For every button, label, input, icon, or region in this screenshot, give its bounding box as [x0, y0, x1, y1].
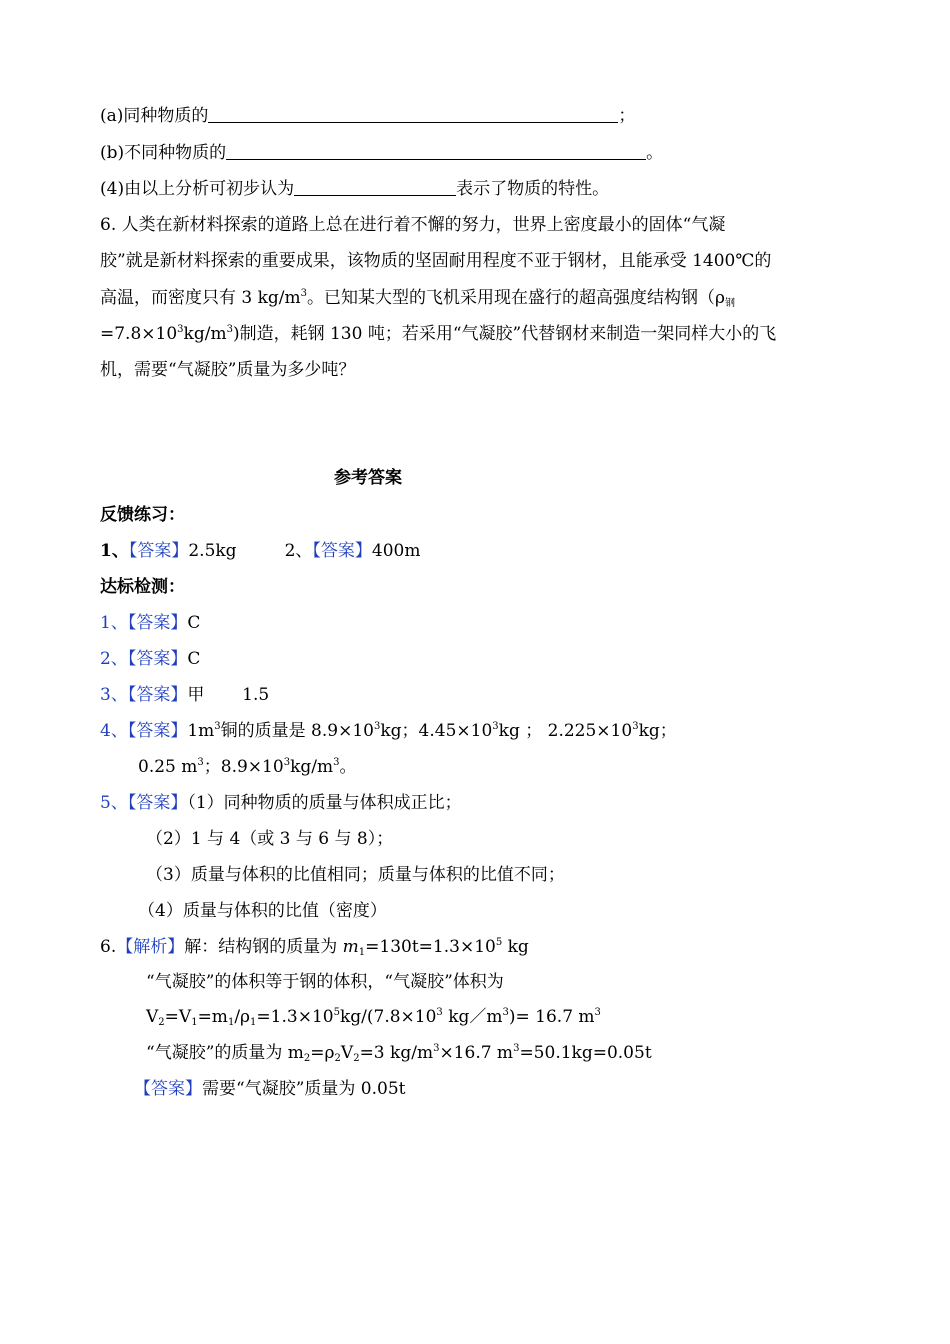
text: ×16.7 m — [439, 1043, 514, 1063]
blank-line — [208, 104, 618, 123]
text: 铜的质量是 8.9×10 — [220, 721, 374, 741]
text: =m — [197, 1007, 228, 1027]
text: kg ； 2.225×10 — [498, 721, 633, 741]
sup: 5 — [495, 937, 503, 948]
sub: 1 — [191, 1017, 198, 1028]
text: m — [342, 937, 359, 957]
sup: 3 — [433, 1043, 440, 1054]
sup: 3 — [632, 721, 639, 732]
q5-a-suffix: ； — [618, 106, 636, 126]
value: 甲 1.5 — [187, 685, 270, 705]
q6-line-3 — [100, 286, 735, 310]
q6-line-5: 机，需要“气凝胶”质量为多少吨？ — [100, 360, 356, 380]
blank-line — [226, 141, 646, 160]
text: )= 16.7 m — [508, 1007, 595, 1027]
num: 1、 — [100, 613, 128, 633]
text: 解：结构钢的质量为 — [184, 937, 343, 957]
answer-2 — [100, 647, 200, 671]
text: V — [146, 1007, 159, 1027]
text: =3 kg/m — [359, 1043, 434, 1063]
answer-3 — [100, 683, 269, 707]
sub: 2 — [158, 1017, 165, 1028]
feedback-heading: 反馈练习： — [100, 505, 185, 525]
text: =130t=1.3×10 — [365, 937, 496, 957]
sub: 1 — [358, 947, 366, 958]
text: kg/m — [183, 324, 227, 344]
text: 。已知某大型的飞机采用现在盛行的超高强度结构钢（ρ — [307, 288, 726, 308]
sup: 3 — [594, 1007, 601, 1018]
text: ；8.9×10 — [203, 757, 284, 777]
sup: 5 — [333, 1007, 340, 1018]
answer-5-line-1 — [100, 791, 462, 815]
answer-4-line-1 — [100, 719, 677, 743]
answer-tag: 【答案】 — [134, 1079, 202, 1099]
answer-tag: 【答案】 — [127, 721, 188, 741]
answer-tag: 【答案】 — [128, 541, 189, 561]
sup: 3 — [283, 757, 291, 768]
sub: 1 — [250, 1017, 257, 1028]
q5-part-b — [100, 141, 663, 165]
answer-6-line-2: “气凝胶”的体积等于钢的体积，“气凝胶”体积为 — [146, 972, 504, 992]
answer-6-line-4 — [146, 1041, 652, 1065]
sub: 2 — [334, 1053, 341, 1064]
sub: 1 — [227, 1017, 235, 1028]
num: 2、 — [284, 541, 313, 561]
sup: 3 — [197, 757, 204, 768]
sup: 3 — [513, 1043, 520, 1054]
q5-b-suffix: 。 — [646, 143, 664, 163]
answer-1 — [100, 611, 200, 635]
answers-title: 参考答案 — [334, 468, 402, 488]
answer-tag: 【答案】 — [127, 649, 188, 669]
text: kg — [502, 937, 529, 957]
sup: 3 — [177, 324, 184, 335]
analysis-tag: 【解析】 — [116, 937, 185, 957]
q5-4-suffix: 表示了物质的特性。 — [456, 179, 610, 199]
answer-6-final — [134, 1077, 405, 1101]
q5-part-4 — [100, 177, 609, 201]
num: 4、 — [100, 721, 128, 741]
sup: 3 — [226, 324, 233, 335]
sub: 钢 — [725, 298, 736, 309]
blank-line — [294, 177, 456, 196]
answer-6-line-1 — [100, 935, 529, 959]
sup: 3 — [333, 757, 340, 768]
text: kg/m — [290, 757, 334, 777]
text: V — [340, 1043, 354, 1063]
text: =V — [164, 1007, 192, 1027]
text: /ρ — [234, 1007, 251, 1027]
text: kg； — [638, 721, 677, 741]
sup: 3 — [373, 721, 381, 732]
text: kg/(7.8×10 — [339, 1007, 437, 1027]
test-heading: 达标检测： — [100, 577, 185, 597]
text: 高温，而密度只有 3 kg/m — [100, 288, 301, 308]
sup: 3 — [436, 1007, 443, 1018]
answer-5-line-3: （3）质量与体积的比值相同；质量与体积的比值不同； — [146, 865, 565, 885]
answer-4-line-2 — [138, 755, 356, 779]
text: 需要“气凝胶”质量为 0.05t — [202, 1079, 406, 1099]
text: kg；4.45×10 — [380, 721, 493, 741]
num: 5、 — [100, 793, 128, 813]
q5-a-prefix: (a)同种物质的 — [100, 106, 209, 126]
q5-part-a — [100, 104, 635, 128]
sub: 2 — [353, 1053, 360, 1064]
answer-tag: 【答案】 — [127, 685, 188, 705]
sup: 3 — [300, 288, 308, 299]
text: )制造，耗钢 130 吨；若采用“气凝胶”代替钢材来制造一架同样大小的飞 — [232, 324, 777, 344]
answer-tag: 【答案】 — [127, 793, 188, 813]
text: 1m — [187, 721, 215, 741]
q6-line-1: 6. 人类在新材料探索的道路上总在进行着不懈的努力，世界上密度最小的固体“气凝 — [100, 215, 726, 235]
num: 6. — [100, 937, 117, 957]
answer-5-line-2: （2）1 与 4（或 3 与 6 与 8）； — [146, 829, 394, 849]
text: 0.25 m — [138, 757, 198, 777]
text: =1.3×10 — [256, 1007, 334, 1027]
answer-tag: 【答案】 — [127, 613, 188, 633]
answer-tag: 【答案】 — [312, 541, 372, 561]
q5-4-prefix: (4)由以上分析可初步认为 — [100, 179, 295, 199]
text: （1）同种物质的质量与体积成正比； — [187, 793, 462, 813]
num: 1、 — [100, 541, 129, 561]
num: 2、 — [100, 649, 128, 669]
text: 。 — [339, 757, 357, 777]
text: “气凝胶”的质量为 m — [146, 1043, 304, 1063]
q6-line-4 — [100, 322, 776, 346]
answer-5-line-4: （4）质量与体积的比值（密度） — [138, 901, 387, 921]
sup: 3 — [492, 721, 499, 732]
text: =7.8×10 — [100, 324, 178, 344]
text: =ρ — [310, 1043, 335, 1063]
sub: 2 — [303, 1053, 311, 1064]
answer-6-line-3 — [146, 1005, 601, 1029]
value: C — [187, 613, 201, 633]
sup: 3 — [214, 721, 221, 732]
text: kg／m — [442, 1007, 503, 1027]
q6-line-2: 胶”就是新材料探索的重要成果，该物质的坚固耐用程度不亚于钢材，且能承受 1400℃的 — [100, 251, 772, 271]
q5-b-prefix: (b)不同种物质的 — [100, 143, 227, 163]
value: 2.5kg — [188, 541, 237, 561]
text: =50.1kg=0.05t — [519, 1043, 652, 1063]
num: 3、 — [100, 685, 128, 705]
value: C — [187, 649, 201, 669]
sup: 3 — [502, 1007, 509, 1018]
value: 400m — [371, 541, 421, 561]
feedback-answers — [100, 539, 420, 563]
